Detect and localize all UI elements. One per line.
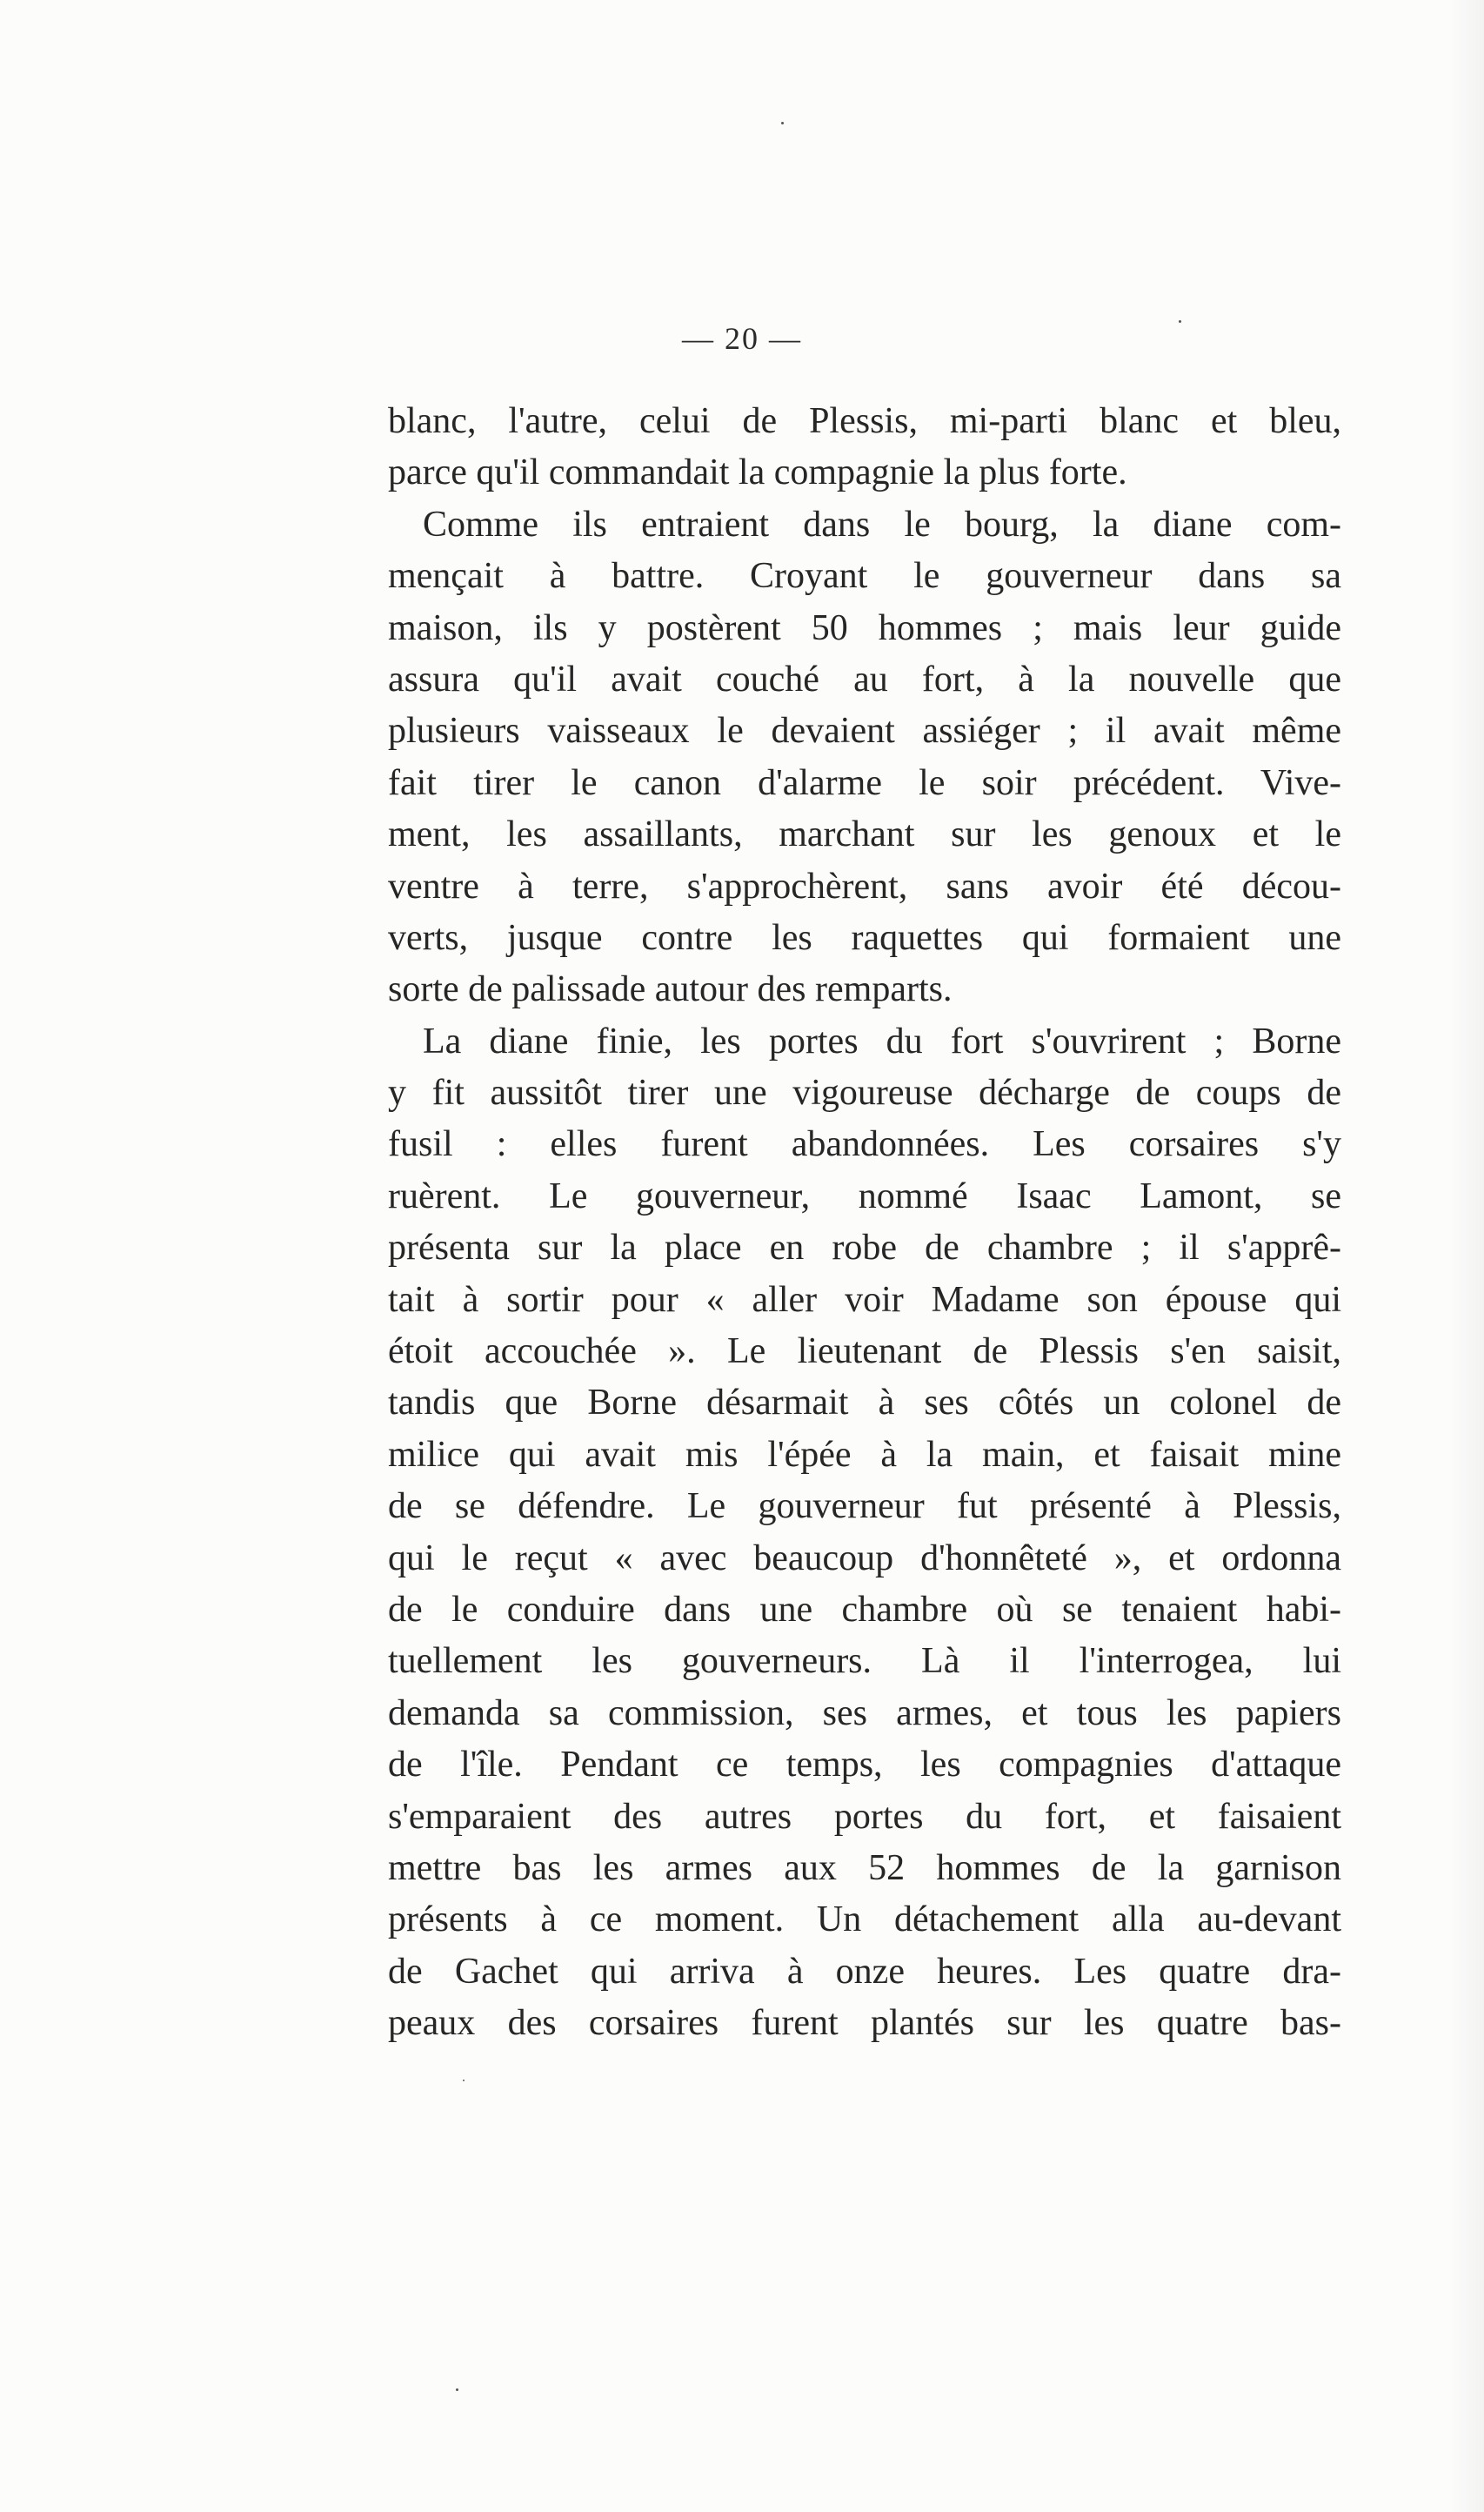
- text-line: tait à sortir pour « aller voir Madame son épouse qui: [388, 1279, 1341, 1320]
- text-line: tuellement les gouverneurs. Là il l'interrogea, lui: [388, 1641, 1341, 1682]
- paper-speck: [781, 122, 784, 124]
- text-line: fait tirer le canon d'alarme le soir précédent. Vive-: [388, 762, 1341, 803]
- text-line: Comme ils entraient dans le bourg, la diane com-: [423, 504, 1341, 545]
- text-line: de l'île. Pendant ce temps, les compagnies d'attaque: [388, 1745, 1341, 1785]
- text-line: ventre à terre, s'approchèrent, sans avoir été décou-: [388, 866, 1341, 907]
- text-line: y fit aussitôt tirer une vigoureuse décharge de coups de: [388, 1073, 1341, 1114]
- body-text: [388, 396, 1341, 2050]
- text-line: de se défendre. Le gouverneur fut présenté à Plessis,: [388, 1486, 1341, 1527]
- text-line: ruèrent. Le gouverneur, nommé Isaac Lamont, se: [388, 1176, 1341, 1216]
- text-line: ment, les assaillants, marchant sur les genoux et le: [388, 814, 1341, 855]
- text-line: plusieurs vaisseaux le devaient assiéger ; il avait même: [388, 711, 1341, 752]
- text-line: La diane finie, les portes du fort s'ouvrirent ; Borne: [423, 1021, 1341, 1062]
- paper-speck: [1179, 320, 1181, 323]
- paper-speck: [463, 2080, 465, 2081]
- text-line: s'emparaient des autres portes du fort, et faisaient: [388, 1796, 1341, 1837]
- text-line: mettre bas les armes aux 52 hommes de la garnison: [388, 1847, 1341, 1888]
- text-line: sorte de palissade autour des remparts.: [388, 969, 953, 1010]
- text-line: parce qu'il commandait la compagnie la plus forte.: [388, 452, 1127, 493]
- text-line: tandis que Borne désarmait à ses côtés un colonel de: [388, 1383, 1341, 1423]
- text-line: assura qu'il avait couché au fort, à la nouvelle que: [388, 659, 1341, 700]
- text-line: blanc, l'autre, celui de Plessis, mi-parti blanc et bleu,: [388, 401, 1341, 441]
- paper-speck: [456, 2388, 458, 2391]
- text-line: verts, jusque contre les raquettes qui formaient une: [388, 917, 1341, 958]
- text-line: fusil : elles furent abandonnées. Les corsaires s'y: [388, 1124, 1341, 1165]
- text-line: de le conduire dans une chambre où se tenaient habi-: [388, 1589, 1341, 1630]
- text-line: présenta sur la place en robe de chambre ; il s'apprê-: [388, 1228, 1341, 1269]
- text-line: présents à ce moment. Un détachement alla au-devant: [388, 1899, 1341, 1940]
- page-number: — 20 —: [682, 321, 802, 356]
- text-line: qui le reçut « avec beaucoup d'honnêteté », et ordonna: [388, 1537, 1341, 1578]
- text-line: milice qui avait mis l'épée à la main, et faisait mine: [388, 1434, 1341, 1475]
- page-edge-shadow: [1449, 0, 1484, 2512]
- text-line: mençait à battre. Croyant le gouverneur dans sa: [388, 556, 1341, 597]
- text-line: étoit accouchée ». Le lieutenant de Plessis s'en saisit,: [388, 1331, 1341, 1372]
- text-line: de Gachet qui arriva à onze heures. Les quatre dra-: [388, 1951, 1341, 1992]
- text-line: peaux des corsaires furent plantés sur les quatre bas-: [388, 2003, 1341, 2044]
- text-line: demanda sa commission, ses armes, et tous les papiers: [388, 1692, 1341, 1733]
- text-line: maison, ils y postèrent 50 hommes ; mais leur guide: [388, 607, 1341, 648]
